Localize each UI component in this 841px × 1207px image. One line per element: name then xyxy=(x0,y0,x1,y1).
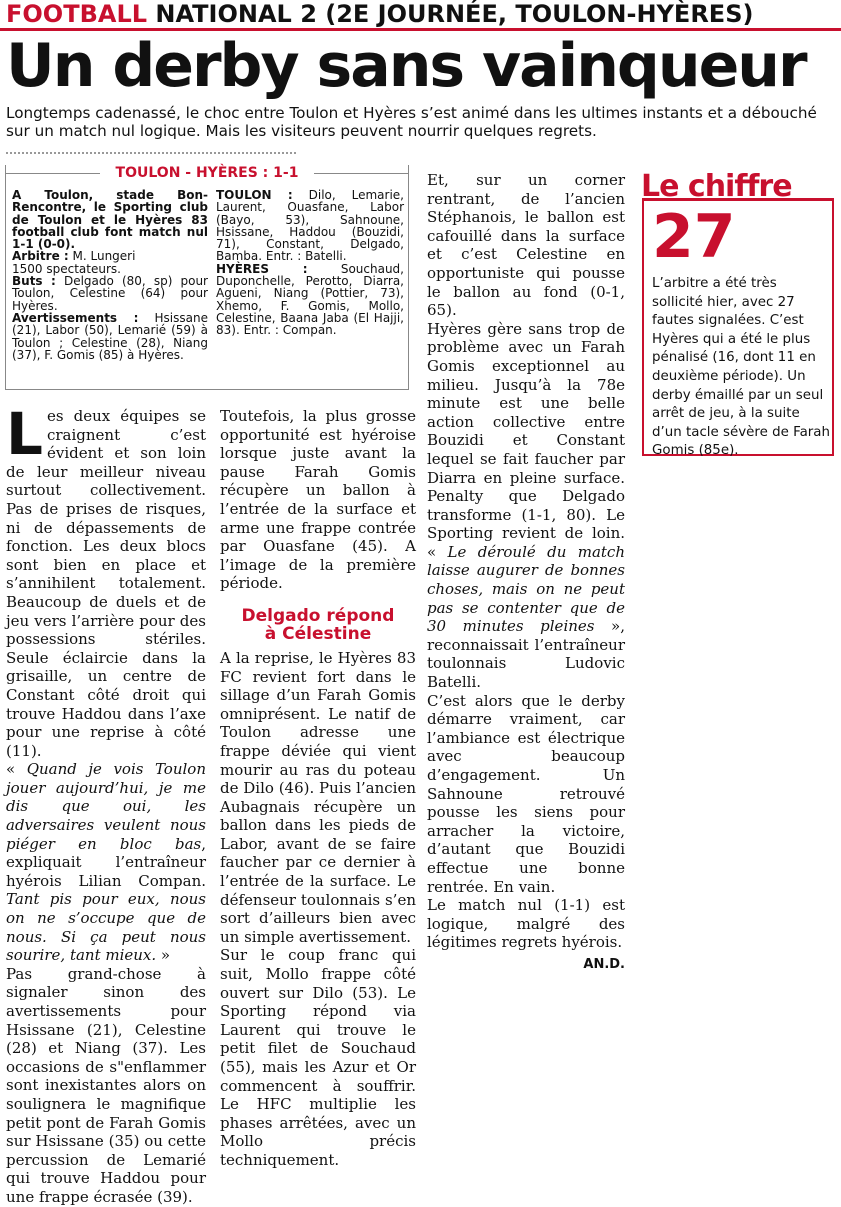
article-paragraph: Toutefois, la plus grosse opportunité est hyéroise lorsque juste avant la pause Farah Gomis récupère un ballon à l’entrée de la surface et arme une frappe contrée par Ouasfane (45). A l’image de la première période. xyxy=(220,407,416,593)
article-column-3 xyxy=(427,171,625,975)
kicker-sport: FOOTBALL xyxy=(6,0,148,28)
factsheet-title: TOULON - HYÈRES : 1-1 xyxy=(5,165,409,181)
article-paragraph: Pas grand-chose à signaler sinon des avertissements pour Hsissane (21), Celestine (28) et Niang (37). Les occasions de s"enflammer sont inexistantes alors on soulignera le magnifique petit pont de Farah Gomis sur Hsissane (35) ou cette percussion de Lemarié qui trouve Haddou pour une frappe écrasée (39). xyxy=(6,964,206,1206)
article-paragraph: Les deux équipes se craignent c’est évident et son loin de leur meilleur niveau surtout collectivement. Pas de prises de risques, ni de dépassements de fonction. Les deux blocs sont bien en place et s’annihilent totalement. Beaucoup de duels et de jeu vers l’arrière pour des possessions stériles. Seule éclaircie dans la grisaille, un centre de Constant côté droit qui trouve Haddou dans l’axe pour une reprise à côté (11). xyxy=(6,400,206,760)
key-figure-box xyxy=(642,198,834,459)
article-paragraph: Hyères gère sans trop de problème avec un Farah Gomis exceptionnel au milieu. Jusqu’à la 78e minute est une belle action collective entre Bouzidi et Constant lequel se fait faucher par Diarra en pleine surface. Penalty que Delgado transforme (1-1, 80). Le Sporting revient de loin. « Le déroulé du match laisse augurer de bonnes choses, mais on ne peut pas se contenter que de 30 minutes pleines », reconnaissait l’entraîneur toulonnais Ludovic Batelli. xyxy=(427,319,625,692)
article-paragraph: C’est alors que le derby démarre vraiment, car l’ambiance est électrique avec beaucoup d’engagement. Un Sahnoune retrouvé pousse les siens pour arracher la victoire, d’autant que Bouzidi effectue une bonne rentrée. En vain. xyxy=(427,691,625,896)
article-paragraph: Et, sur un corner rentrant, de l’ancien Stéphanois, le ballon est cafouillé dans la surface et c’est Celestine en opportuniste qui pousse le ballon au fond (0-1, 65). xyxy=(427,171,625,320)
factsheet-intro: A Toulon, stade Bon-Rencontre, le Sporting club de Toulon et le Hyères 83 football club font match nul 1-1 (0-0). xyxy=(12,188,208,252)
factsheet-attendance: 1500 spectateurs. xyxy=(12,261,121,276)
kicker-title: NATIONAL 2 (2E JOURNÉE, TOULON-HYÈRES) xyxy=(147,0,754,28)
sidebar-title: Le chiffre xyxy=(641,169,792,204)
factsheet-goals: Buts : Delgado (80, sp) pour Toulon, Celestine (64) pour Hyères. xyxy=(12,274,208,313)
article-paragraph: A la reprise, le Hyères 83 FC revient fort dans le sillage d’un Farah Gomis omniprésent. Le natif de Toulon adresse une frappe déviée qui vient mourir au ras du poteau de Dilo (46). Puis l’ancien Aubagnais récupère un ballon dans les pieds de Labor, avant de se faire faucher par ce dernier à l’entrée de la surface. Le défenseur toulonnais s’en sort d’ailleurs bien avec un simple avertissement. xyxy=(220,648,416,946)
article-subheading: Delgado répond à Célestine xyxy=(241,605,395,644)
factsheet-hyeres-lineup: HYÈRES : Souchaud, Duponchelle, Perotto, Diarra, Agueni, Niang (Pottier, 73), Xhemo, F. Gomis, Mollo, Celestine, Baana Jaba (El Hajji, 83). Entr. : Compan. xyxy=(216,261,404,338)
factsheet-toulon-lineup: TOULON : Dilo, Lemarie, Laurent, Ouasfane, Labor (Bayo, 53), Sahnoune, Hsissane, Haddou (Bouzidi, 71), Constant, Delgado, Bamba. Entr. : Batelli. xyxy=(216,188,405,264)
drop-cap: L xyxy=(6,400,43,468)
article-quote: « Quand je vois Toulon jouer aujourd’hui, je me dis que oui, les adversaires veulent nous piéger en bloc bas, expliquait l’entraîneur hyérois Lilian Compan. Tant pis pour eux, nous on ne s’occupe que de nous. Si ça peut nous sourire, tant mieux. » xyxy=(6,760,206,965)
factsheet-column-left xyxy=(12,189,208,361)
key-figure-number: 27 xyxy=(652,202,736,272)
key-figure-text: L’arbitre a été très sollicité hier, avec 27 fautes signalées. C’est Hyères qui a été le plus pénalisé (16, dont 11 en deuxième période). Un derby émaillé par un seul arrêt de jeu, à la suite d’un tacle sévère de Farah Gomis (85e). xyxy=(652,276,830,459)
article-paragraph: Le match nul (1-1) est logique, malgré des légitimes regrets hyérois. xyxy=(427,896,625,952)
section-kicker xyxy=(6,0,836,28)
article-paragraph: Sur le coup franc qui suit, Mollo frappe côté ouvert sur Dilo (53). Le Sporting répond via Laurent qui trouve le petit filet de Souchaud (55), mais les Azur et Or commencent à souffrir. Le HFC multiplie les phases arrêtées, avec un Mollo précis techniquement. xyxy=(220,946,416,1169)
factsheet-column-right xyxy=(216,189,404,337)
factsheet-cautions: Avertissements : Hsissane (21), Labor (50), Lemarié (59) à Toulon ; Celestine (28), Niang (37), F. Gomis (85) à Hyères. xyxy=(12,310,208,362)
headline: Un derby sans vainqueur xyxy=(6,31,806,101)
divider xyxy=(6,152,296,154)
factsheet-referee: Arbitre : M. Lungeri xyxy=(12,249,136,264)
article-column-2 xyxy=(220,407,416,1170)
match-factsheet xyxy=(5,165,409,390)
standfirst: Longtemps cadenassé, le choc entre Toulon et Hyères s’est animé dans les ultimes instants et a débouché sur un match nul logique. Mais les visiteurs peuvent nourrir quelques regrets. xyxy=(6,104,817,140)
article-column-1 xyxy=(6,400,206,1207)
author-signature: AN.D. xyxy=(583,956,625,972)
